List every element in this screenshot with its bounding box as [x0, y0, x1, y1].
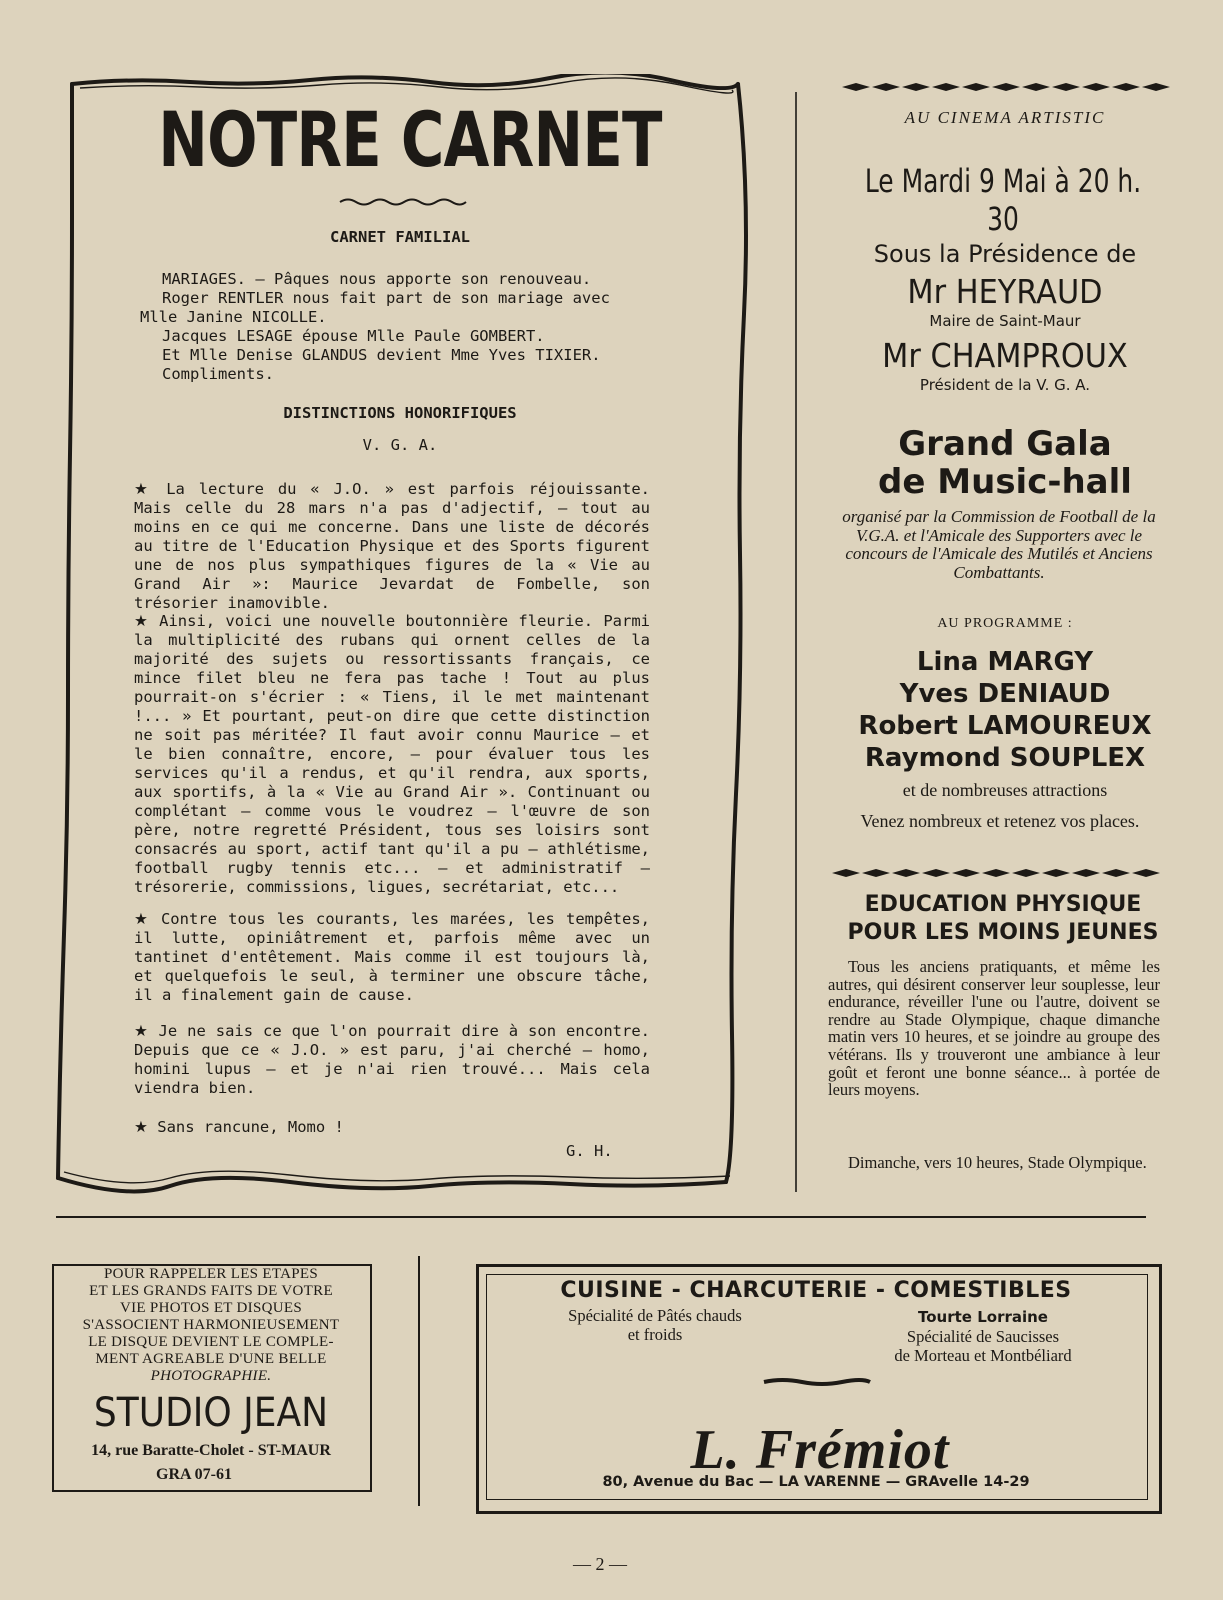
shop-right-line: de Morteau et Montbéliard — [894, 1346, 1072, 1365]
studio-line: ET LES GRANDS FAITS DE VOTRE — [89, 1283, 333, 1299]
artists-list — [830, 646, 1180, 774]
paragraph-text: La lecture du « J.O. » est parfois réjouissante. Mais celle du 28 mars n'a pas d'adjectif, — tout au moins en ce qui me concerne. Dans une liste de décorés au titre de l'Education Physique et des Sports figurent une de nos plus sympathiques figures de la « Vie au Grand Air »: Maurice Jevardat de Fombelle, son trésorier inamovible. — [134, 480, 650, 612]
guest2-role: Président de la V. G. A. — [919, 376, 1091, 394]
shop-left-line: Spécialité de Pâtés chauds — [568, 1306, 742, 1325]
familial-line: Roger RENTLER nous fait part de son mariage avec — [162, 289, 610, 307]
shop-right-line: Spécialité de Saucisses — [906, 1327, 1060, 1346]
star-icon: ★ — [134, 612, 149, 630]
distinction-paragraph-2 — [134, 612, 650, 897]
cinema-presidence: Sous la Présidence de — [873, 240, 1137, 268]
guest2-name: Mr CHAMPROUX — [882, 336, 1128, 375]
paragraph-text: Je ne sais ce que l'on pourrait dire à son encontre. Depuis que ce « J.O. » est paru, j'ai cherché — homo, homini lupus — et je n'ai rien trouvé... Mais cela viendra bien. — [134, 1022, 650, 1097]
education-title-line2: POUR LES MOINS JEUNES — [847, 920, 1159, 945]
familial-line: Jacques LESAGE épouse Mlle Paule GOMBERT. — [162, 327, 545, 345]
cinema-date: Le Mardi 9 Mai à 20 h. 30 — [864, 162, 1142, 238]
paragraph-text: Ainsi, voici une nouvelle boutonnière fleurie. Parmi la multiplicité des rubans qui ornent celles de la majorité des sujets ou ressortissants français, ce mince filet bleu ne fera pas tache ! Tout au plus pourrait-on s'écrier : « Tiens, il le met maintenant !... » Et pourtant, peut-on dire que cette distinction ne soit pas méritée? Il faut avoir connu Maurice — et le bien connaître, encore, — pour évaluer tous les services qu'il a rendus, et qu'il rendra, aux sports, aux sportifs, à la « Vie au Grand Air ». Continuant ou complétant — comme vous le voudrez — l'œuvre de son père, notre regretté Président, tous ses loisirs sont consacrés au sport, actif tant qu'il a pu — athlétisme, football rugby tennis etc... — et administratif — trésorerie, commissions, ligues, secrétariat, etc... — [134, 612, 650, 896]
guest1-name: Mr HEYRAUD — [907, 272, 1103, 311]
studio-line: VIE PHOTOS ET DISQUES — [119, 1300, 302, 1316]
ad-divider — [418, 1256, 420, 1506]
familial-line: MARIAGES. — Pâques nous apporte son renouveau. — [162, 270, 592, 288]
ornament-row-top — [842, 80, 1172, 94]
studio-phone: GRA 07-61 — [156, 1466, 232, 1483]
shop-right-info — [848, 1308, 1118, 1365]
section-vga: V. G. A. — [362, 436, 438, 454]
star-icon: ★ — [134, 1022, 149, 1040]
studio-line: MENT AGREABLE D'UNE BELLE — [95, 1351, 327, 1367]
familial-line: Compliments. — [162, 365, 274, 383]
education-title-line1: EDUCATION PHYSIQUE — [864, 892, 1142, 917]
column-divider — [795, 92, 797, 1192]
venez-text: Venez nombreux et retenez vos places. — [860, 811, 1140, 831]
gala-title-line1: Grand Gala — [898, 424, 1112, 464]
studio-line: PHOTOGRAPHIE. — [150, 1368, 272, 1384]
distinction-paragraph-4 — [134, 1022, 650, 1098]
attractions-text: et de nombreuses attractions — [902, 780, 1108, 800]
gala-title-line2: de Music-hall — [878, 462, 1132, 502]
artist-name: Lina MARGY — [916, 647, 1094, 677]
shop-headline: CUISINE - CHARCUTERIE - COMESTIBLES — [560, 1278, 1072, 1303]
signature: G. H. — [566, 1142, 613, 1160]
shop-left-info — [520, 1306, 790, 1344]
shop-address: 80, Avenue du Bac — LA VARENNE — GRAvelle 14-29 — [602, 1474, 1030, 1490]
education-footer: Dimanche, vers 10 heures, Stade Olympique. — [848, 1153, 1147, 1172]
star-icon: ★ — [134, 910, 150, 928]
star-icon: ★ — [134, 480, 153, 498]
shop-brand-logo: L. Frémiot — [690, 1419, 950, 1481]
star-icon: ★ — [134, 1118, 148, 1136]
gala-organise: organisé par la Commission de Football de la V.G.A. et l'Amicale des Supporters avec le concours de l'Amicale des Mutilés et Anciens Combattants. — [842, 507, 1156, 582]
title-ornament — [338, 196, 468, 208]
artist-name: Robert LAMOUREUX — [858, 711, 1152, 741]
studio-address: 14, rue Baratte-Cholet - ST-MAUR — [91, 1442, 331, 1459]
studio-line: POUR RAPPELER LES ETAPES — [104, 1266, 318, 1282]
familial-line: Mlle Janine NICOLLE. — [140, 308, 327, 326]
cinema-venue: AU CINEMA ARTISTIC — [904, 108, 1106, 127]
distinction-paragraph-3 — [134, 910, 650, 1005]
studio-line: LE DISQUE DEVIENT LE COMPLE- — [88, 1334, 334, 1350]
distinction-paragraph-1 — [134, 480, 650, 613]
carnet-title: NOTRE CARNET — [158, 95, 662, 184]
section-carnet-familial: CARNET FAMILIAL — [330, 228, 470, 246]
paragraph-text: Sans rancune, Momo ! — [157, 1118, 344, 1136]
ornament-row-middle — [832, 866, 1162, 880]
horizontal-rule — [56, 1216, 1146, 1218]
familial-list — [140, 270, 660, 384]
page-number: — 2 — — [573, 1554, 627, 1574]
studio-ad-text — [56, 1266, 366, 1385]
distinction-closing — [134, 1118, 534, 1137]
artist-name: Raymond SOUPLEX — [864, 743, 1146, 773]
shop-ornament — [762, 1376, 872, 1388]
section-distinctions: DISTINCTIONS HONORIFIQUES — [283, 404, 517, 422]
familial-line: Et Mlle Denise GLANDUS devient Mme Yves TIXIER. — [162, 346, 601, 364]
programme-label: AU PROGRAMME : — [937, 616, 1073, 631]
guest1-role: Maire de Saint-Maur — [929, 312, 1081, 330]
shop-left-line: et froids — [627, 1325, 683, 1344]
shop-right-title: Tourte Lorraine — [918, 1308, 1048, 1326]
paragraph-text: Contre tous les courants, les marées, les tempêtes, il lutte, opiniâtrement et, parfois même avec un tantinet d'entêtement. Mais comme il est toujours là, et quelquefois le seul, à terminer une obscure tâche, il a finalement gain de cause. — [134, 910, 650, 1004]
studio-line: S'ASSOCIENT HARMONIEUSEMENT — [82, 1317, 340, 1333]
education-body: Tous les anciens pratiquants, et même les autres, qui désirent conserver leur souplesse, leur endurance, réveiller l'une ou l'autre, doivent se rendre au Stade Olympique, chaque dimanche matin vers 10 heures, et se joindre au groupe des vétérans. Ils y trouveront une ambiance à leur goût et feront une bonne séance... à portée de leurs moyens. — [828, 957, 1160, 1100]
artist-name: Yves DENIAUD — [899, 679, 1111, 709]
studio-name: STUDIO JEAN — [93, 1390, 329, 1436]
